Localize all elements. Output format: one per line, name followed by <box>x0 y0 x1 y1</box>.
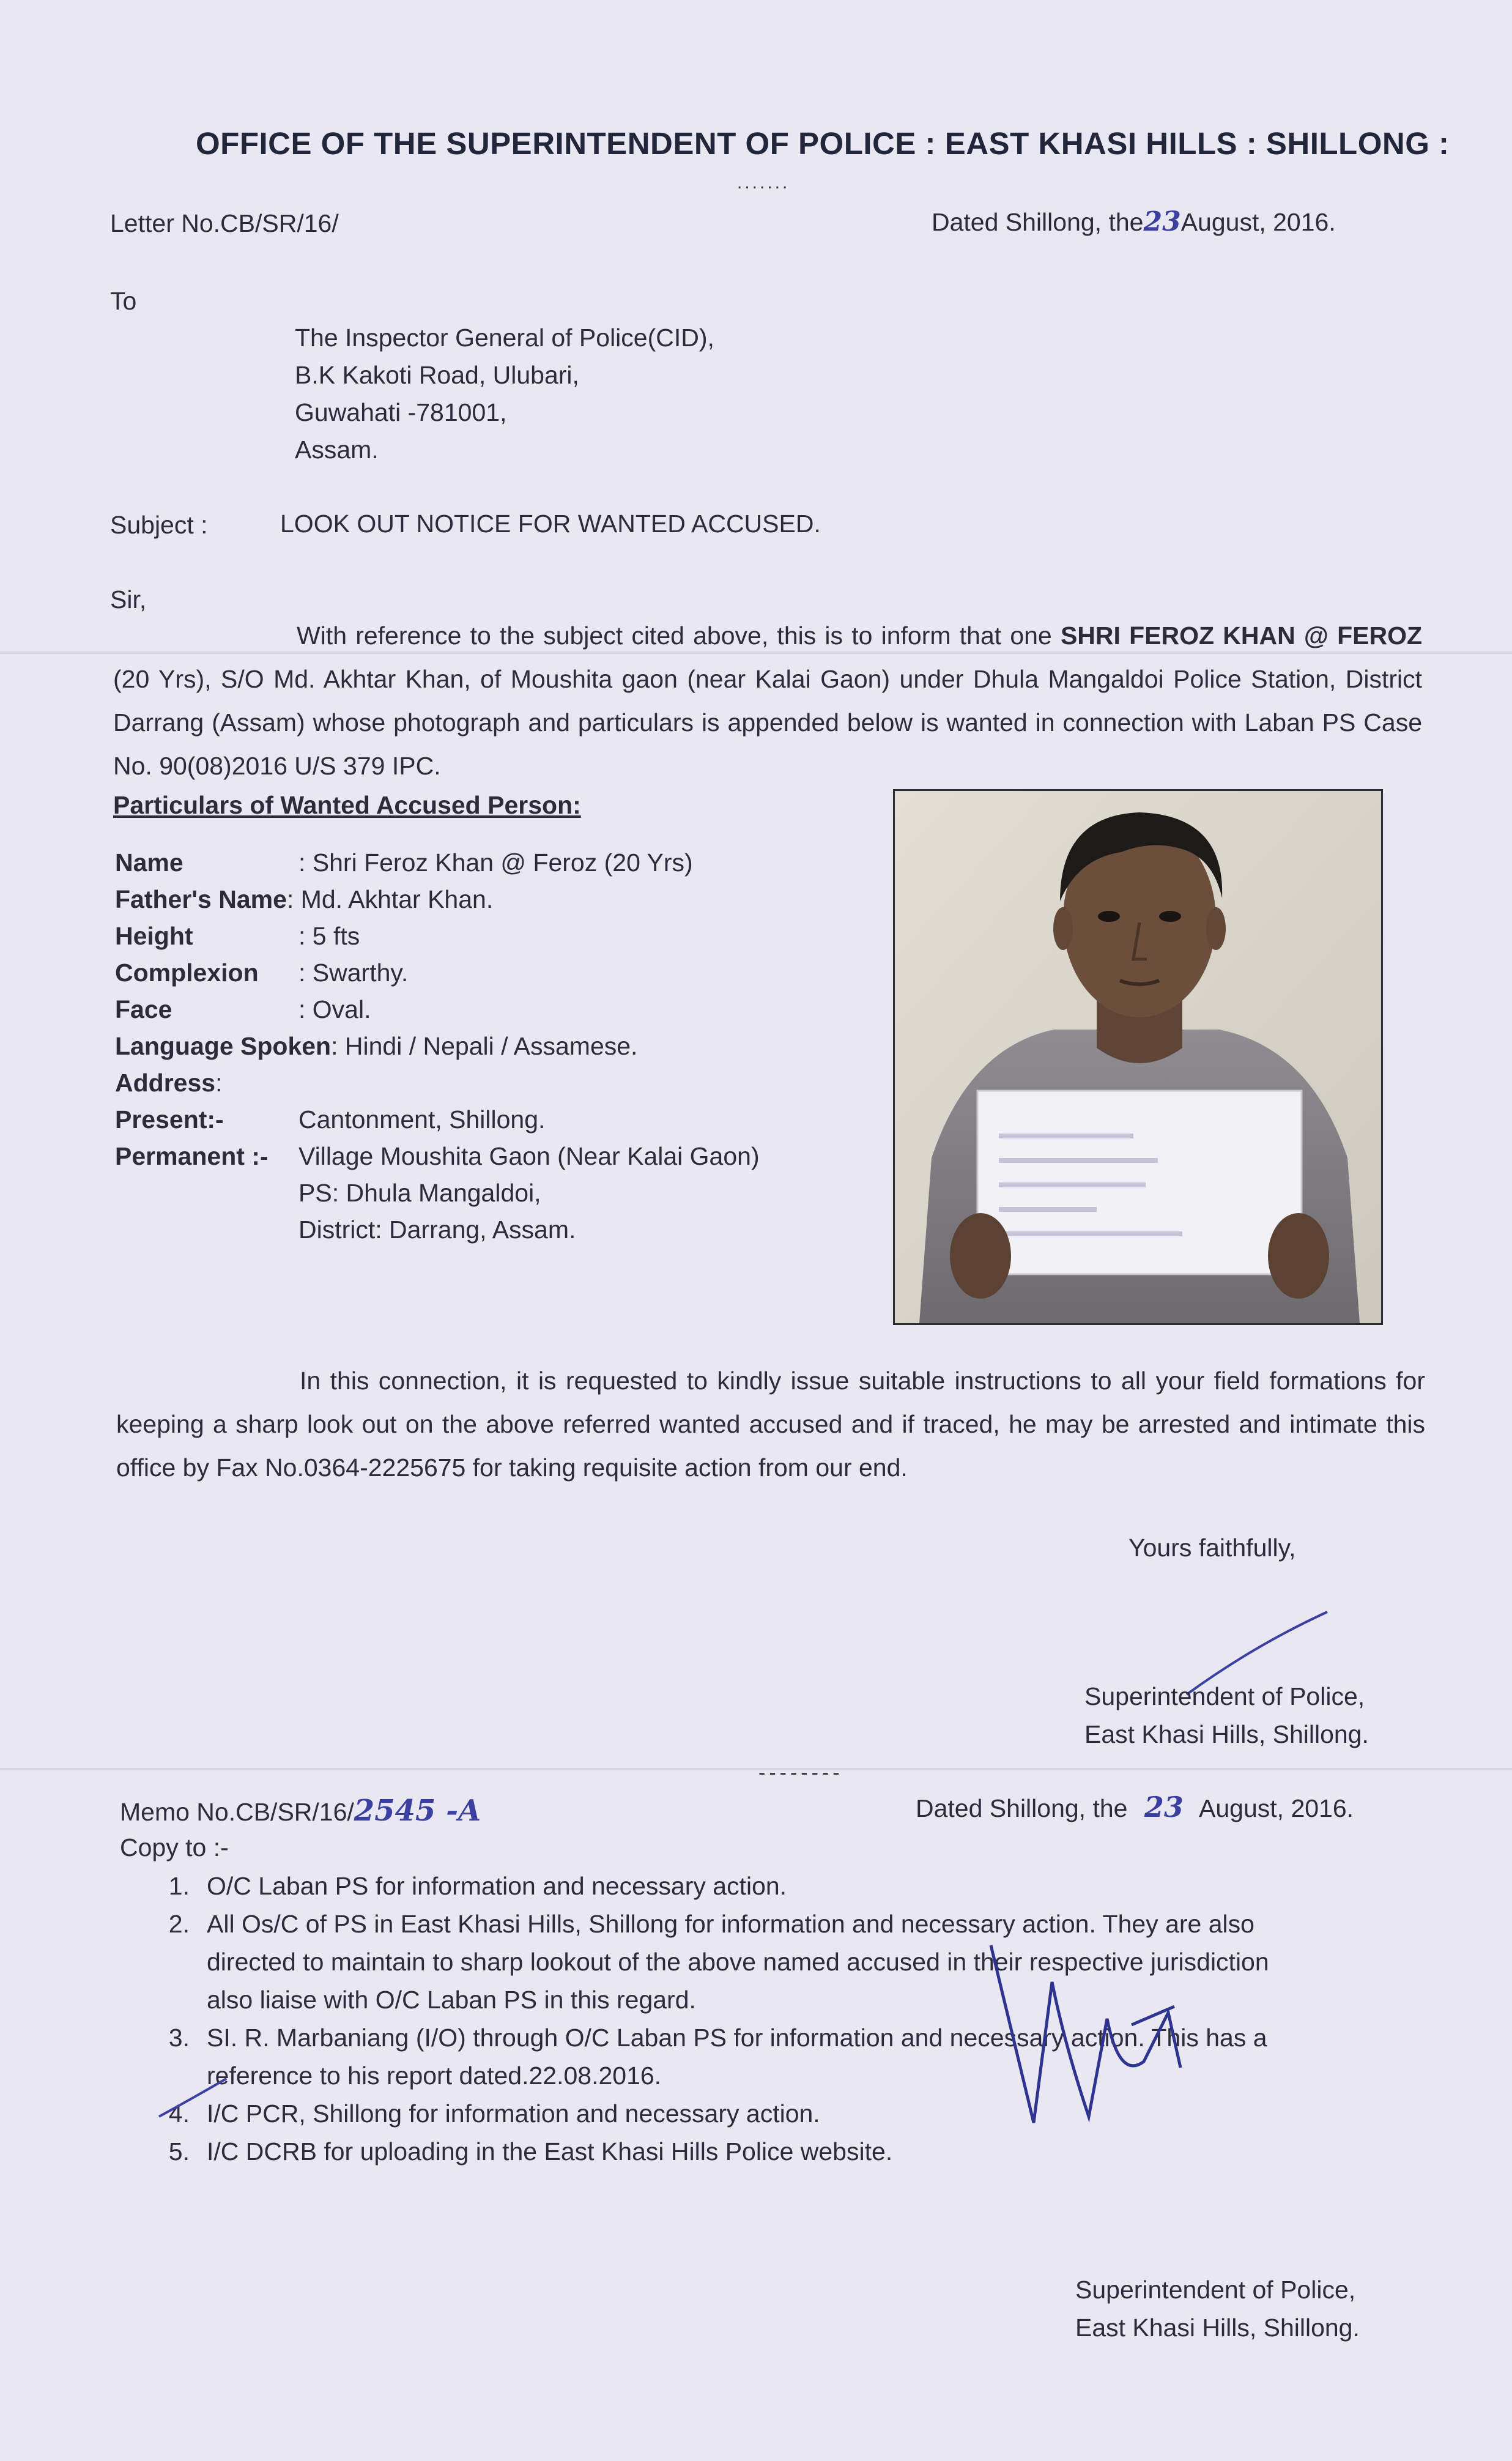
handwritten-signature <box>966 1921 1223 2141</box>
particulars-heading: Particulars of Wanted Accused Person: <box>113 791 581 819</box>
copy-list-item <box>147 2095 1437 2132</box>
memo-handwritten-number: 2545 -A <box>354 1794 481 1828</box>
addressee-line: Guwahati -781001, <box>295 398 507 426</box>
item-line: I/C PCR, Shillong for information and necessary action. <box>207 2099 820 2128</box>
item-line: All Os/C of PS in East Khasi Hills, Shillong for information and necessary action. They are also <box>207 1910 1254 1938</box>
language-value: : Hindi / Nepali / Assamese. <box>331 1032 638 1060</box>
particular-permanent <box>115 1138 760 1175</box>
accused-photograph <box>893 789 1383 1325</box>
particular-language <box>115 1028 760 1064</box>
copy-list-item <box>147 1867 1437 1905</box>
present-label: Present:- <box>115 1105 224 1134</box>
signature-block-1 <box>1084 1677 1369 1753</box>
item-line: O/C Laban PS for information and necessary action. <box>207 1872 787 1900</box>
memo-number <box>120 1792 481 1830</box>
copy-list <box>147 1867 1437 2170</box>
particular-present <box>115 1101 760 1138</box>
copy-list-continuation: reference to his report dated.22.08.2016. <box>207 2062 662 2090</box>
father-label: Father's Name <box>115 885 287 913</box>
address-label: Address <box>115 1069 216 1097</box>
subject-label: Subject : <box>110 511 208 539</box>
particular-height <box>115 918 760 954</box>
item-number: 5. <box>168 2137 190 2166</box>
letter-date <box>932 204 1336 240</box>
face-value: : Oval. <box>298 995 371 1023</box>
date-day-handwritten: 23 <box>1143 206 1181 237</box>
copy-list-item <box>147 2132 1437 2170</box>
permanent-line: Village Moushita Gaon (Near Kalai Gaon) <box>298 1142 760 1170</box>
item-number: 4. <box>168 2099 190 2128</box>
addressee-line: B.K Kakoti Road, Ulubari, <box>295 361 579 389</box>
name-label: Name <box>115 848 183 877</box>
signature-title: Superintendent of Police, <box>1075 2276 1356 2304</box>
header-dots: ....... <box>737 173 790 193</box>
complexion-label: Complexion <box>115 959 259 987</box>
permanent-line: PS: Dhula Mangaldoi, <box>298 1179 541 1207</box>
closing: Yours faithfully, <box>1128 1534 1296 1562</box>
particular-name <box>115 844 760 881</box>
intro-part2: (20 Yrs), S/O Md. Akhtar Khan, of Moushita gaon (near Kalai Gaon) under Dhula Mangaldoi Police Station, District Darrang (Assam) whose photograph and particulars is appended below is wanted in connection with Laban PS Case No. 90(08)2016 U/S 379 IPC. <box>113 665 1422 780</box>
father-value: : Md. Akhtar Khan. <box>286 885 494 913</box>
memo-date <box>916 1789 1354 1827</box>
name-value: : Shri Feroz Khan @ Feroz (20 Yrs) <box>298 848 693 877</box>
present-value: Cantonment, Shillong. <box>298 1105 546 1134</box>
request-paragraph: In this connection, it is requested to kindly issue suitable instructions to all your field formations for keeping a sharp look out on the above referred wanted accused and if traced, he may be arrested and intimate this office by Fax No.0364-2225675 for taking requisite action from our end. <box>116 1367 1425 1482</box>
copy-list-continuation: also liaise with O/C Laban PS in this regard. <box>207 1986 696 2014</box>
memo-prefix: Memo No.CB/SR/16/ <box>120 1798 354 1826</box>
address-colon: : <box>215 1069 223 1097</box>
addressee-line: The Inspector General of Police(CID), <box>295 324 714 352</box>
memo-date-day-handwritten: 23 <box>1144 1791 1184 1824</box>
signature-block-2 <box>1075 2271 1360 2347</box>
permanent-line: District: Darrang, Assam. <box>298 1216 576 1244</box>
separator-dashes: -------- <box>758 1761 843 1784</box>
accused-name-bold: SHRI FEROZ KHAN @ FEROZ <box>1060 622 1423 650</box>
particular-face <box>115 991 760 1028</box>
complexion-value: : Swarthy. <box>298 959 409 987</box>
item-line: SI. R. Marbaniang (I/O) through O/C Laban PS for information and necessary action. This has a <box>207 2024 1267 2052</box>
memo-date-prefix: Dated Shillong, the <box>916 1794 1128 1822</box>
signature-office: East Khasi Hills, Shillong. <box>1075 2314 1360 2342</box>
memo-date-suffix: August, 2016. <box>1199 1794 1354 1822</box>
signature-office: East Khasi Hills, Shillong. <box>1084 1720 1369 1748</box>
accused-photo-illustration <box>895 791 1381 1323</box>
permanent-line-row <box>115 1211 760 1248</box>
item-number: 3. <box>168 2024 190 2052</box>
item-number: 2. <box>168 1910 190 1938</box>
height-value: : 5 fts <box>298 922 360 950</box>
particular-complexion <box>115 954 760 991</box>
height-label: Height <box>115 922 193 950</box>
item-number: 1. <box>168 1872 190 1900</box>
intro-paragraph <box>113 614 1422 788</box>
particulars-list <box>115 844 760 1248</box>
letter-number: Letter No.CB/SR/16/ <box>110 209 339 237</box>
intro-part1: With reference to the subject cited above, this is to inform that one <box>297 622 1061 650</box>
permanent-label: Permanent :- <box>115 1142 269 1170</box>
copy-list-continuation: directed to maintain to sharp lookout of the above named accused in their respective jurisdiction <box>207 1948 1269 1976</box>
particular-father <box>115 881 760 918</box>
permanent-line-row <box>115 1175 760 1211</box>
item-line: I/C DCRB for uploading in the East Khasi Hills Police website. <box>207 2137 893 2166</box>
addressee-block <box>295 319 714 469</box>
addressee-line: Assam. <box>295 436 379 464</box>
to-label: To <box>110 287 137 315</box>
copy-list-item <box>147 1905 1437 1943</box>
particular-address <box>115 1064 760 1101</box>
language-label: Language Spoken <box>115 1032 332 1060</box>
copy-list-item <box>147 2019 1437 2057</box>
salutation: Sir, <box>110 585 147 614</box>
paper-fold-line <box>0 1768 1512 1770</box>
signature-title: Superintendent of Police, <box>1084 1682 1365 1710</box>
office-title: OFFICE OF THE SUPERINTENDENT OF POLICE : EAST KHASI HILLS : SHILLONG : <box>196 126 1450 161</box>
subject-text: LOOK OUT NOTICE FOR WANTED ACCUSED. <box>280 510 821 538</box>
date-prefix: Dated Shillong, the <box>932 208 1144 236</box>
face-label: Face <box>115 995 172 1023</box>
handwritten-tick-mark <box>156 2074 229 2123</box>
date-suffix: August, 2016. <box>1180 208 1336 236</box>
copy-to-label: Copy to :- <box>120 1833 229 1862</box>
